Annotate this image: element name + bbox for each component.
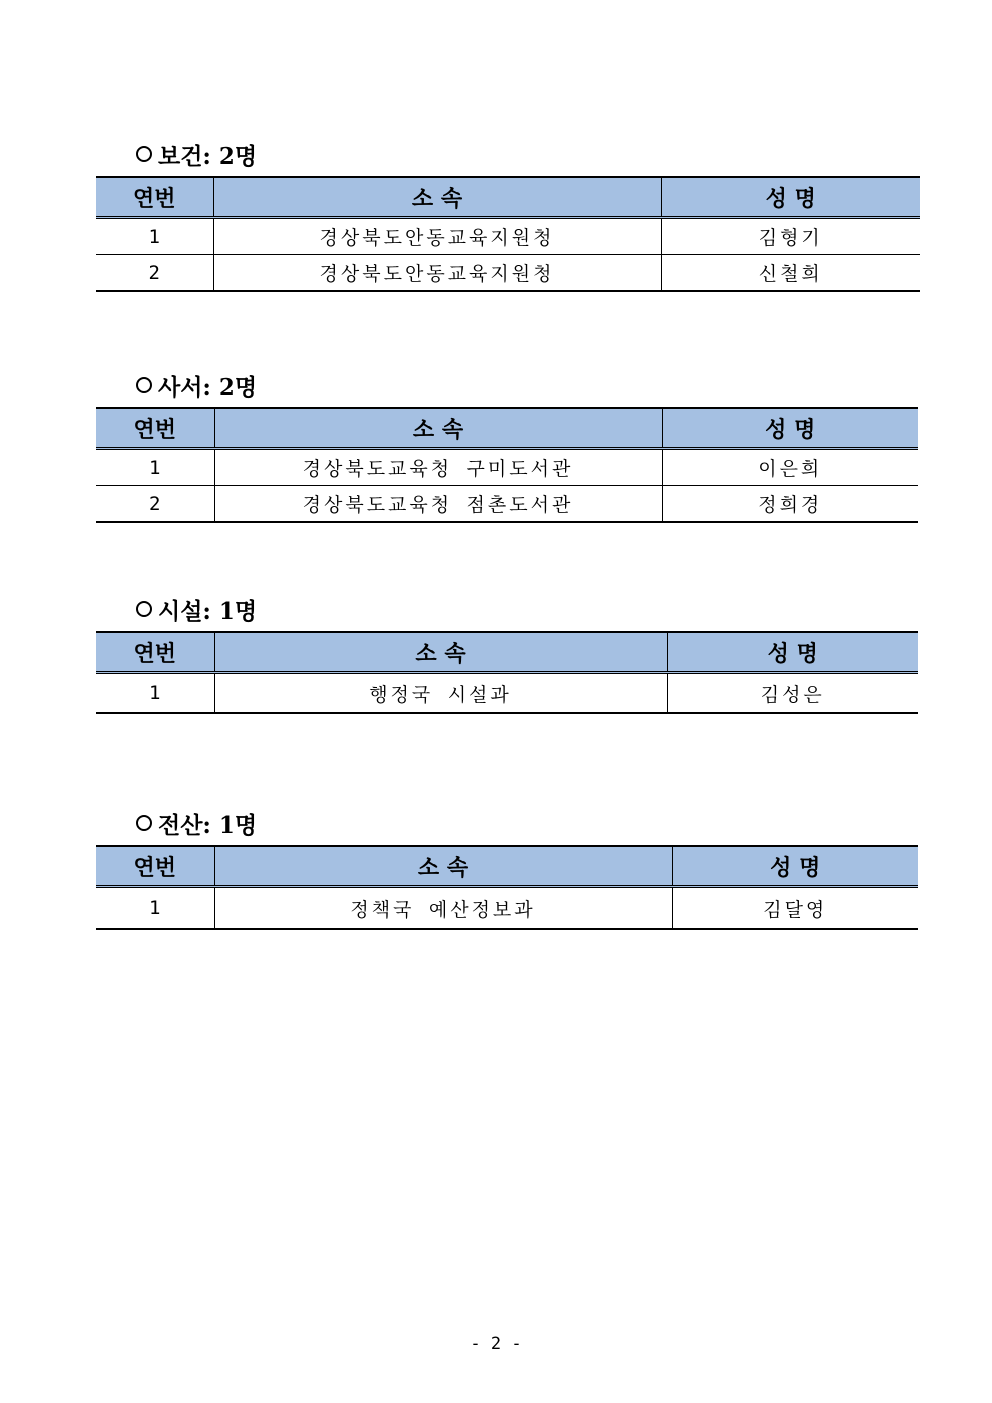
section-title: 사서: 2명 <box>158 373 258 401</box>
cell-no: 2 <box>96 255 213 292</box>
circle-bullet-icon <box>136 815 152 831</box>
cell-name: 정희경 <box>662 486 918 523</box>
table-row <box>96 218 920 255</box>
cell-dept: 행정국 시설과 <box>214 673 667 714</box>
section-facility <box>96 593 918 714</box>
cell-dept: 경상북도교육청 구미도서관 <box>214 449 662 486</box>
section-heading <box>136 138 920 170</box>
header-dept: 소 속 <box>214 632 667 673</box>
cell-dept: 정책국 예산정보과 <box>214 887 672 930</box>
section-title: 보건: 2명 <box>158 142 258 170</box>
cell-dept: 경상북도안동교육지원청 <box>213 218 661 255</box>
staff-table <box>96 407 918 523</box>
cell-name: 김달영 <box>672 887 918 930</box>
table-row <box>96 255 920 292</box>
section-computing <box>96 807 918 930</box>
table-header-row <box>96 408 918 449</box>
circle-bullet-icon <box>136 146 152 162</box>
page-number: - 2 - <box>470 1334 522 1354</box>
header-name: 성 명 <box>667 632 918 673</box>
header-no: 연번 <box>96 177 213 218</box>
table-row <box>96 673 918 714</box>
cell-name: 신철희 <box>661 255 920 292</box>
header-dept: 소 속 <box>214 408 662 449</box>
header-dept: 소 속 <box>213 177 661 218</box>
cell-name: 이은희 <box>662 449 918 486</box>
header-no: 연번 <box>96 846 214 887</box>
section-health <box>96 138 920 292</box>
header-no: 연번 <box>96 632 214 673</box>
circle-bullet-icon <box>136 601 152 617</box>
section-title: 전산: 1명 <box>158 811 258 839</box>
cell-dept: 경상북도안동교육지원청 <box>213 255 661 292</box>
cell-name: 김성은 <box>667 673 918 714</box>
cell-no: 2 <box>96 486 214 523</box>
header-name: 성 명 <box>672 846 918 887</box>
cell-no: 1 <box>96 449 214 486</box>
section-heading <box>136 807 918 839</box>
cell-dept: 경상북도교육청 점촌도서관 <box>214 486 662 523</box>
table-row <box>96 887 918 930</box>
table-header-row <box>96 846 918 887</box>
header-name: 성 명 <box>662 408 918 449</box>
circle-bullet-icon <box>136 377 152 393</box>
cell-no: 1 <box>96 887 214 930</box>
staff-table <box>96 176 920 292</box>
cell-no: 1 <box>96 673 214 714</box>
section-librarian <box>96 369 918 523</box>
section-heading <box>136 593 918 625</box>
cell-name: 김형기 <box>661 218 920 255</box>
table-header-row <box>96 632 918 673</box>
table-header-row <box>96 177 920 218</box>
cell-no: 1 <box>96 218 213 255</box>
staff-table <box>96 845 918 930</box>
header-name: 성 명 <box>661 177 920 218</box>
header-no: 연번 <box>96 408 214 449</box>
staff-table <box>96 631 918 714</box>
section-title: 시설: 1명 <box>158 597 258 625</box>
header-dept: 소 속 <box>214 846 672 887</box>
table-row <box>96 449 918 486</box>
table-row <box>96 486 918 523</box>
section-heading <box>136 369 918 401</box>
